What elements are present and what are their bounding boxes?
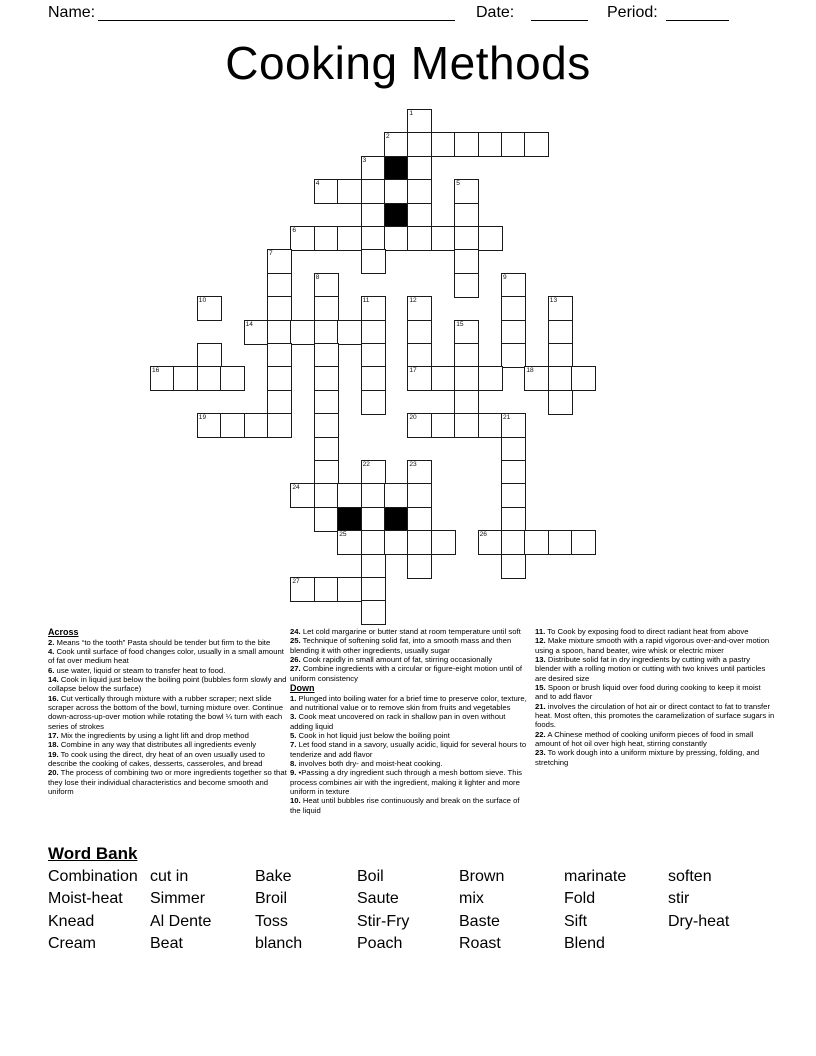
answer-cell (384, 483, 409, 508)
answer-cell (431, 132, 456, 157)
cell-number: 3 (362, 156, 367, 164)
answer-cell (454, 179, 479, 204)
clue-number-label: 10. (290, 796, 301, 806)
cell-number: 10 (198, 297, 207, 305)
clue-number-label: 15. (535, 683, 546, 693)
answer-cell (524, 132, 549, 157)
word-bank-item: Brown (459, 868, 505, 885)
word-bank-item: mix (459, 890, 484, 908)
answer-cell (407, 413, 432, 438)
answer-cell (361, 530, 386, 555)
answer-cell (290, 320, 315, 345)
blocked-cell (337, 507, 362, 532)
answer-cell (337, 179, 362, 204)
clue-3: 3. Cook meat uncovered on rack in shallow pan in oven without adding liquid (290, 712, 506, 731)
answer-cell (314, 390, 339, 415)
cell-number: 24 (292, 484, 300, 492)
clue-19: 19. To cook using the direct, dry heat of an oven usually used to describe the cooking of cakes, desserts, casseroles, and bread (48, 749, 265, 768)
answer-cell (361, 203, 386, 228)
name-blank-line (98, 3, 455, 21)
date-label: Date: (476, 4, 515, 21)
clues-section-header: Down (290, 683, 315, 694)
cell-number: 13 (549, 297, 558, 305)
cell-number: 16 (152, 367, 160, 375)
answer-cell (337, 320, 362, 345)
answer-cell (384, 226, 409, 251)
answer-cell (407, 460, 432, 485)
clue-12: 12. Make mixture smooth with a rapid vigorous over-and-over motion using a spoon, hand beater, wire whisk or electric mixer (535, 636, 770, 655)
answer-cell (314, 437, 339, 462)
clue-number-label: 18. (48, 740, 59, 750)
cell-number: 21 (503, 414, 511, 422)
answer-cell (501, 460, 526, 485)
clue-number-label: 8. (290, 758, 297, 768)
answer-cell (267, 296, 292, 321)
word-bank-item: Boil (357, 868, 384, 885)
clue-6: 6. use water, liquid or steam to transfer heat to food. (48, 665, 226, 675)
cell-number: 26 (479, 531, 487, 539)
answer-cell (314, 343, 339, 368)
clue-27: 27. Combine ingredients with a circular or figure-eight motion until of uniform consistency (290, 664, 523, 683)
answer-cell (454, 390, 479, 415)
word-bank-item: Roast (459, 935, 501, 953)
answer-cell (361, 483, 386, 508)
word-bank-title: Word Bank (48, 844, 138, 863)
answer-cell (478, 530, 503, 555)
cell-number: 12 (409, 297, 417, 305)
answer-cell (361, 156, 386, 181)
answer-cell (431, 226, 456, 251)
clue-number-label: 22. (535, 729, 546, 739)
word-bank-item: Poach (357, 935, 403, 953)
answer-cell (290, 577, 315, 602)
word-bank-item: Bake (255, 868, 292, 885)
word-bank-item: Saute (357, 890, 399, 908)
blocked-cell (384, 507, 409, 532)
answer-cell (571, 530, 596, 555)
answer-cell (314, 507, 339, 532)
page-title: Cooking Methods (225, 37, 591, 89)
blocked-cell (384, 156, 409, 181)
answer-cell (314, 179, 339, 204)
answer-cell (548, 320, 573, 345)
word-bank-item: Beat (150, 935, 183, 953)
answer-cell (407, 132, 432, 157)
clue-number-label: 23. (535, 748, 546, 758)
cell-number: 8 (315, 273, 320, 281)
clue-22: 22. A Chinese method of cooking uniform pieces of food in small amount of hot oil over high heat, stirring constantly (535, 729, 754, 749)
answer-cell (290, 483, 315, 508)
answer-cell (361, 460, 386, 485)
clue-number-label: 9. (290, 768, 297, 778)
answer-cell (407, 109, 432, 134)
cell-number: 15 (456, 320, 464, 328)
cell-number: 6 (292, 227, 297, 234)
answer-cell (361, 296, 386, 321)
answer-cell (407, 554, 432, 579)
answer-cell (267, 273, 292, 298)
cell-number: 11 (362, 297, 370, 305)
word-bank-item: marinate (564, 868, 627, 885)
answer-cell (361, 343, 386, 368)
clue-23: 23. To work dough into a uniform mixture by pressing, folding, and stretching (535, 748, 760, 767)
clues-section-header: Across (48, 627, 79, 637)
clue-column (48, 627, 288, 796)
clue-column (535, 627, 775, 767)
answer-cell (407, 507, 432, 532)
word-bank-item: Sift (564, 912, 588, 930)
word-bank-item: Simmer (150, 890, 206, 908)
answer-cell (337, 483, 362, 508)
clue-7: 7. Let food stand in a savory, usually acidic, liquid for several hours to tenderize and add flavor (290, 740, 527, 759)
clue-24: 24. Let cold margarine or butter stand at room temperature until soft (290, 627, 521, 636)
cell-number: 2 (386, 133, 390, 141)
clue-25: 25. Technique of softening solid fat, into a smooth mass and then blending it with other ingredients, usually sugar (290, 636, 512, 655)
clue-1: 1. Plunged into boiling water for a brief time to preserve color, texture, and nutritional value or to remove skin from fruits and vegetables (290, 693, 527, 712)
answer-cell (267, 413, 292, 438)
answer-cell (314, 366, 339, 391)
cell-number: 23 (409, 461, 417, 468)
date-blank-line (531, 3, 588, 21)
word-bank-item: soften (668, 868, 712, 885)
clue-13: 13. Distribute solid fat in dry ingredients by cutting with a pastry blender with a rolling motion or cutting with two knives until particles are desired size (535, 655, 766, 683)
clue-number-label: 24. (290, 627, 301, 636)
answer-cell (454, 226, 479, 251)
answer-cell (197, 343, 222, 368)
clue-number-label: 26. (290, 655, 301, 665)
answer-cell (314, 296, 339, 321)
clue-number-label: 2. (48, 637, 55, 647)
answer-cell (407, 203, 432, 228)
word-bank-item: Al Dente (150, 912, 212, 930)
answer-cell (407, 366, 432, 391)
period-label: Period: (607, 4, 658, 21)
answer-cell (314, 320, 339, 345)
answer-cell (361, 390, 386, 415)
cell-number: 9 (503, 273, 507, 281)
answer-cell (337, 530, 362, 555)
answer-cell (314, 226, 339, 251)
answer-cell (548, 530, 573, 555)
answer-cell (244, 320, 269, 345)
clue-number-label: 25. (290, 636, 301, 646)
answer-cell (337, 226, 362, 251)
answer-cell (197, 366, 222, 391)
cell-number: 25 (339, 531, 347, 539)
answer-cell (150, 366, 175, 391)
answer-cell (197, 296, 222, 321)
answer-cell (524, 530, 549, 555)
answer-cell (501, 413, 526, 438)
answer-cell (337, 577, 362, 602)
answer-cell (314, 413, 339, 438)
clue-20: 20. The process of combining two or more ingredients together so that they lose their individual characteristics and become smooth and uniform (48, 768, 287, 796)
answer-cell (267, 343, 292, 368)
answer-cell (454, 320, 479, 345)
word-bank-item: Cream (48, 935, 97, 953)
clue-number-label: 1. (290, 693, 297, 703)
answer-cell (384, 179, 409, 204)
answer-cell (478, 413, 503, 438)
clue-11: 11. To Cook by exposing food to direct radiant heat from above (535, 627, 749, 636)
answer-cell (361, 226, 386, 251)
cell-number: 4 (315, 180, 320, 188)
answer-cell (454, 366, 479, 391)
clue-number-label: 13. (535, 655, 546, 665)
answer-cell (454, 343, 479, 368)
clue-number-label: 11. (535, 627, 546, 636)
clue-number-label: 16. (48, 693, 59, 703)
answer-cell (478, 366, 503, 391)
answer-cell (361, 320, 386, 345)
clue-10: 10. Heat until bubbles rise continuously and break on the surface of the liquid (290, 796, 520, 815)
cell-number: 18 (526, 367, 534, 375)
answer-cell (267, 366, 292, 391)
answer-cell (267, 320, 292, 345)
blocked-cell (384, 203, 409, 228)
word-bank-item: Dry-heat (668, 912, 730, 930)
clue-number-label: 19. (48, 749, 59, 759)
cell-number: 1 (409, 110, 414, 117)
answer-cell (524, 366, 549, 391)
answer-cell (548, 343, 573, 368)
word-bank-item: Moist-heat (48, 890, 123, 908)
answer-cell (548, 296, 573, 321)
word-bank-item: cut in (150, 868, 189, 885)
answer-cell (431, 366, 456, 391)
answer-cell (454, 132, 479, 157)
clue-5: 5. Cook in hot liquid just below the boiling point (290, 730, 450, 740)
answer-cell (407, 179, 432, 204)
word-bank-grid (48, 866, 770, 956)
clue-17: 17. Mix the ingredients by using a light lift and drop method (48, 730, 249, 740)
answer-cell (384, 132, 409, 157)
clue-number-label: 3. (290, 712, 297, 722)
answer-cell (501, 296, 526, 321)
answer-cell (454, 249, 479, 274)
answer-cell (501, 554, 526, 579)
answer-cell (478, 226, 503, 251)
word-bank-item: Broil (255, 890, 288, 908)
clue-number-label: 5. (290, 730, 297, 740)
clue-15: 15. Spoon or brush liquid over food during cooking to keep it moist and to add flavor (535, 683, 761, 702)
crossword-grid (150, 109, 596, 626)
word-bank-item: Stir-Fry (357, 912, 410, 930)
word-bank-item: blanch (255, 935, 303, 953)
cell-number: 27 (292, 578, 300, 585)
answer-cell (407, 343, 432, 368)
answer-cell (361, 600, 386, 625)
answer-cell (454, 273, 479, 298)
answer-cell (361, 554, 386, 579)
answer-cell (361, 249, 386, 274)
answer-cell (314, 577, 339, 602)
answer-cell (407, 296, 432, 321)
answer-cell (197, 413, 222, 438)
clue-number-label: 17. (48, 730, 59, 740)
clue-number-label: 21. (535, 701, 546, 711)
word-bank-item: Combination (48, 868, 138, 885)
clue-number-label: 27. (290, 664, 301, 674)
clue-number-label: 7. (290, 740, 297, 750)
answer-cell (361, 179, 386, 204)
word-bank-item: Knead (48, 912, 95, 930)
answer-cell (431, 530, 456, 555)
cell-number: 14 (245, 320, 253, 328)
word-bank-item: Toss (255, 912, 288, 930)
clue-column (290, 627, 530, 815)
answer-cell (454, 203, 479, 228)
clue-18: 18. Combine in any way that distributes all ingredients evenly (48, 740, 257, 750)
answer-cell (501, 320, 526, 345)
answer-cell (173, 366, 198, 391)
answer-cell (501, 507, 526, 532)
answer-cell (220, 413, 245, 438)
answer-cell (454, 413, 479, 438)
answer-cell (314, 460, 339, 485)
answer-cell (267, 249, 292, 274)
answer-cell (431, 413, 456, 438)
name-label: Name: (48, 4, 96, 21)
clue-number-label: 14. (48, 674, 59, 684)
answer-cell (501, 273, 526, 298)
cell-number: 22 (362, 461, 370, 468)
clue-4: 4. Cook until surface of food changes color, usually in a small amount of fat over medium heat (48, 646, 284, 666)
clue-number-label: 20. (48, 768, 59, 778)
answer-cell (384, 530, 409, 555)
answer-cell (407, 530, 432, 555)
clue-9: 9. •Passing a dry ingredient such through a mesh bottom sieve. This process combines air with the ingredient, making it lighter and more uniform in texture (290, 768, 523, 796)
cell-number: 20 (409, 414, 417, 422)
answer-cell (571, 366, 596, 391)
clue-number-label: 12. (535, 636, 546, 646)
clue-14: 14. Cook in liquid just below the boiling point (bubbles form slowly and collapse below the surface) (48, 674, 287, 694)
clue-number-label: 4. (48, 646, 55, 656)
answer-cell (548, 366, 573, 391)
answer-cell (314, 273, 339, 298)
clue-8: 8. involves both dry- and moist-heat cooking. (290, 758, 443, 768)
answer-cell (361, 366, 386, 391)
answer-cell (314, 483, 339, 508)
answer-cell (501, 132, 526, 157)
answer-cell (220, 366, 245, 391)
answer-cell (267, 390, 292, 415)
answer-cell (407, 226, 432, 251)
clue-number-label: 6. (48, 665, 55, 675)
answer-cell (501, 483, 526, 508)
clue-2: 2. Means “to the tooth” Pasta should be tender but firm to the bite (48, 637, 271, 647)
clue-21: 21. involves the circulation of hot air or direct contact to fat to transfer heat. Most often, this promotes the caramelization of surface sugars in foods. (535, 701, 775, 730)
period-blank-line (666, 3, 729, 21)
word-bank-item: stir (668, 890, 690, 908)
answer-cell (361, 577, 386, 602)
answer-cell (501, 530, 526, 555)
cell-number: 19 (198, 414, 207, 422)
answer-cell (407, 320, 432, 345)
cell-number: 17 (409, 367, 417, 375)
answer-cell (244, 413, 269, 438)
answer-cell (290, 226, 315, 251)
word-bank-item: Fold (564, 890, 596, 908)
word-bank-item: Baste (459, 912, 500, 930)
answer-cell (501, 343, 526, 368)
answer-cell (407, 156, 432, 181)
answer-cell (501, 437, 526, 462)
answer-cell (478, 132, 503, 157)
answer-cell (548, 390, 573, 415)
answer-cell (361, 507, 386, 532)
clue-26: 26. Cook rapidly in small amount of fat, stirring occasionally (290, 655, 493, 665)
clue-16: 16. Cut vertically through mixture with a rubber scraper; next slide scraper across the bottom of the bowl, turning mixture over. Continue down-across-up-over motion while rotating the bowl ¼ turn with each series of strokes (48, 693, 284, 731)
word-bank-item: Blend (564, 935, 605, 953)
cell-number: 7 (269, 250, 273, 258)
cell-number: 5 (456, 180, 460, 188)
answer-cell (407, 483, 432, 508)
